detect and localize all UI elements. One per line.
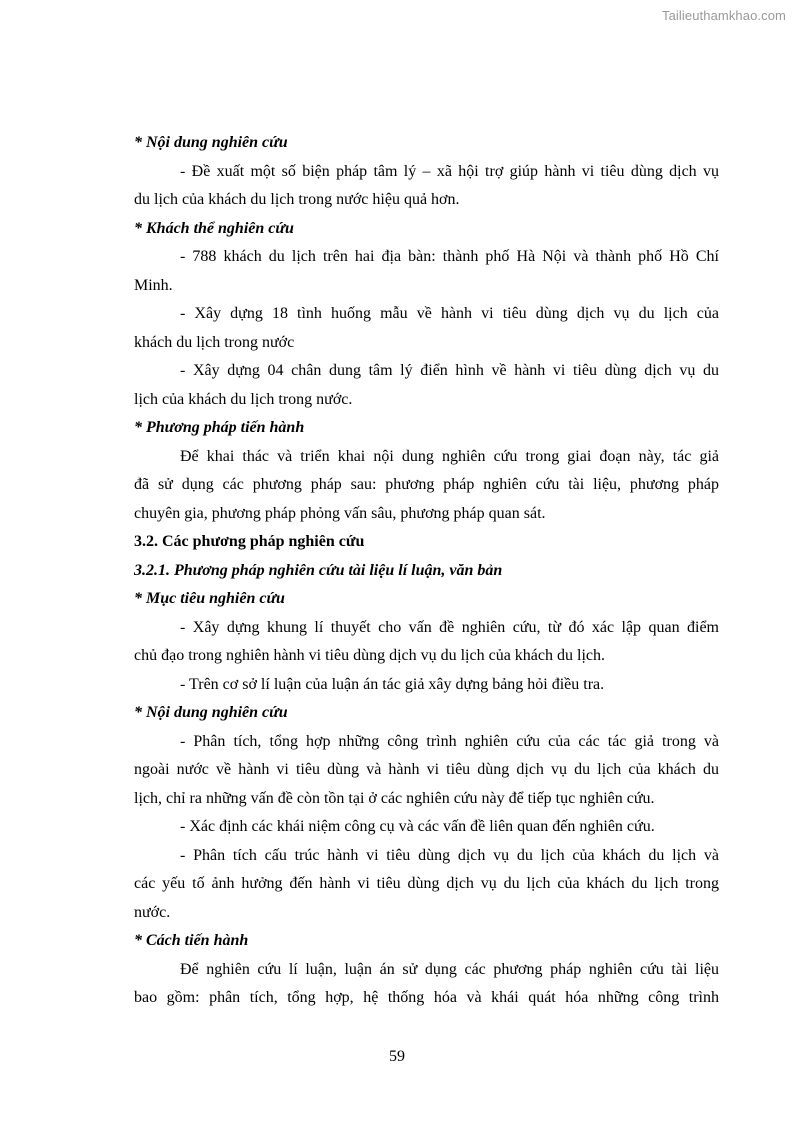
section-heading: * Mục tiêu nghiên cứu [134,590,285,607]
text-line: - Trên cơ sở lí luận của luận án tác giả xây dựng bảng hỏi điều tra. [180,675,605,693]
section-heading: * Phương pháp tiến hành [134,419,305,436]
watermark-text: Tailieuthamkhao.com [661,8,786,23]
text-line: khách du lịch trong nước [134,333,295,351]
page-number: 59 [389,1048,405,1065]
text-line: lịch của khách du lịch trong nước. [134,390,353,408]
text-line: Minh. [134,276,173,294]
text-line: - Xây dựng khung lí thuyết cho vấn đề nghiên cứu, từ đó xác lập quan điểm [180,618,719,636]
text-line: lịch, chỉ ra những vấn đề còn tồn tại ở các nghiên cứu này để tiếp tục nghiên cứu. [134,789,655,807]
text-line: chuyên gia, phương pháp phỏng vấn sâu, phương pháp quan sát. [134,504,546,522]
section-heading: 3.2. Các phương pháp nghiên cứu [134,533,365,550]
text-line: - Xác định các khái niệm công cụ và các vấn đề liên quan đến nghiên cứu. [180,818,655,835]
text-line: - Xây dựng 04 chân dung tâm lý điển hình về hành vi tiêu dùng dịch vụ du [180,362,719,379]
text-line: Để nghiên cứu lí luận, luận án sử dụng các phương pháp nghiên cứu tài liệu [180,960,719,978]
text-line: các yếu tố ảnh hưởng đến hành vi tiêu dùng dịch vụ du lịch của khách du lịch trong [134,875,719,892]
text-line: nước. [134,903,171,921]
section-heading: * Cách tiến hành [134,932,249,949]
text-line: - Phân tích, tổng hợp những công trình nghiên cứu của các tác giả trong và [180,732,719,750]
text-line: bao gồm: phân tích, tổng hợp, hệ thống hóa và khái quát hóa những công trình [134,989,719,1006]
text-line: - Đề xuất một số biện pháp tâm lý – xã hội trợ giúp hành vi tiêu dùng dịch vụ [180,162,719,180]
text-line: - 788 khách du lịch trên hai địa bàn: thành phố Hà Nội và thành phố Hồ Chí [180,248,719,265]
text-line: - Phân tích cấu trúc hành vi tiêu dùng dịch vụ du lịch của khách du lịch và [180,846,719,864]
text-line: chủ đạo trong nghiên hành vi tiêu dùng dịch vụ du lịch của khách du lịch. [134,647,605,664]
section-heading: * Nội dung nghiên cứu [134,134,288,151]
section-heading: * Nội dung nghiên cứu [134,704,288,721]
text-line: đã sử dụng các phương pháp sau: phương pháp nghiên cứu tài liệu, phương pháp [134,476,719,493]
text-line: du lịch của khách du lịch trong nước hiệu quả hơn. [134,191,460,208]
section-heading: * Khách thể nghiên cứu [134,219,294,237]
text-line: - Xây dựng 18 tình huống mẫu về hành vi tiêu dùng dịch vụ du lịch của [180,305,719,322]
section-heading: 3.2.1. Phương pháp nghiên cứu tài liệu lí luận, văn bản [134,561,503,579]
text-line: Để khai thác và triển khai nội dung nghiên cứu trong giai đoạn này, tác giả [180,447,719,465]
text-line: ngoài nước về hành vi tiêu dùng và hành vi tiêu dùng dịch vụ du lịch của khách du [134,761,719,778]
document-body [134,129,719,1013]
